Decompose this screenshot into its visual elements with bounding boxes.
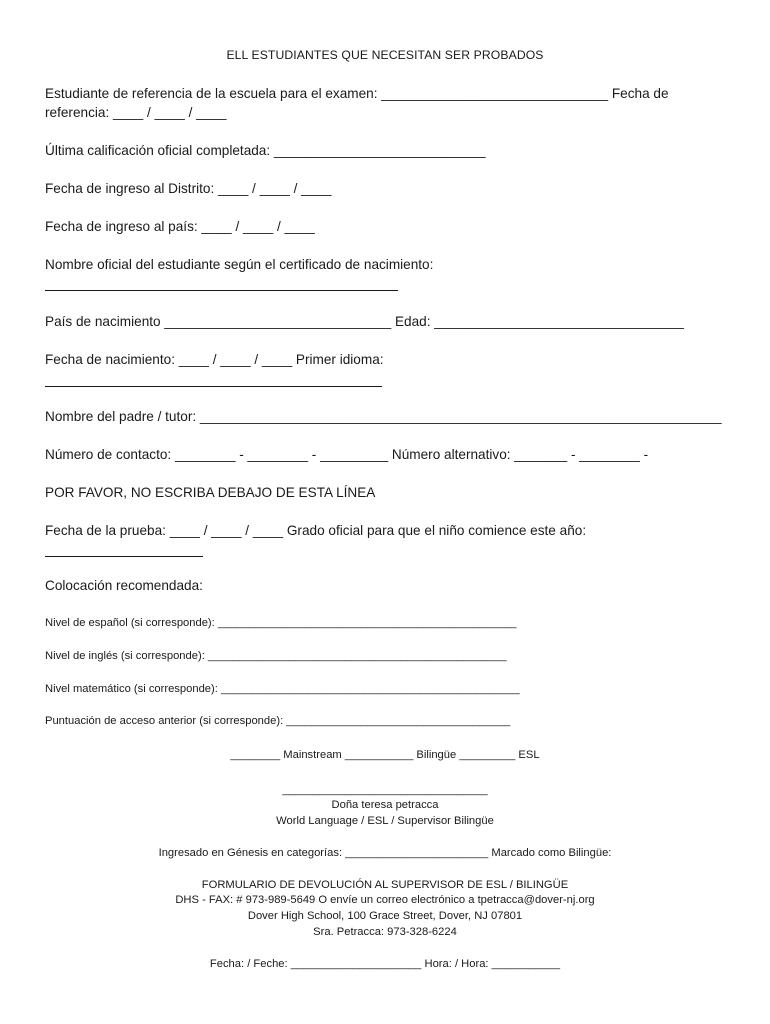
signature-role: World Language / ESL / Supervisor Bilingüe (276, 815, 494, 827)
spanish-level-field: Nivel de español (si corresponde): ________________________________________________ (45, 617, 517, 629)
referral-field-line-1: Estudiante de referencia de la escuela para el examen: ______________________________ Fecha de (45, 86, 669, 101)
return-form-heading: FORMULARIO DE DEVOLUCIÓN AL SUPERVISOR DE ESL / BILINGÜE (201, 879, 569, 891)
signature-name: Doña teresa petracca (331, 799, 439, 811)
birthdate-language-field: Fecha de nacimiento: ____ / ____ / ____ Primer idioma: (45, 352, 384, 367)
placement-options: ________ Mainstream ___________ Bilingüe _________ ESL (230, 749, 540, 761)
access-score-field: Puntuación de acceso anterior (si corresponde): ____________________________________ (45, 715, 511, 727)
parent-guardian-field: Nombre del padre / tutor: _____________________________________________________________________ (45, 409, 722, 424)
last-grade-field: Última calificación oficial completada: ____________________________ (45, 143, 486, 158)
referral-field-line-2: referencia: ____ / ____ / ____ (45, 105, 227, 120)
fax-email-line: DHS - FAX: # 973-989-5649 O envíe un correo electrónico a tpetracca@dover-nj.org (175, 894, 595, 906)
form-title: ELL ESTUDIANTES QUE NECESITAN SER PROBADOS (226, 48, 544, 62)
first-language-blank (45, 386, 382, 387)
address-line: Dover High School, 100 Grace Street, Dover, NJ 07801 (247, 910, 523, 922)
grade-blank (45, 556, 203, 557)
math-level-field: Nivel matemático (si corresponde): ________________________________________________ (45, 683, 520, 695)
official-name-blank (45, 290, 398, 291)
test-date-grade-field: Fecha de la prueba: ____ / ____ / ____ Grado oficial para que el niño comience este año: (45, 523, 587, 538)
country-entry-date-field: Fecha de ingreso al país: ____ / ____ / ____ (45, 219, 315, 234)
signature-line: _________________________________ (282, 784, 488, 796)
date-time-field: Fecha: / Feche: _____________________ Hora: / Hora: ___________ (209, 958, 561, 970)
office-use-warning: POR FAVOR, NO ESCRIBA DEBAJO DE ESTA LÍNEA (45, 485, 376, 500)
district-entry-date-field: Fecha de ingreso al Distrito: ____ / ____ / ____ (45, 181, 332, 196)
phone-line: Sra. Petracca: 973-328-6224 (313, 926, 457, 938)
official-name-label: Nombre oficial del estudiante según el certificado de nacimiento: (45, 257, 434, 272)
english-level-field: Nivel de inglés (si corresponde): ________________________________________________ (45, 650, 507, 662)
contact-number-field: Número de contacto: ________ - ________ - _________ Número alternativo: _______ - ________ - (45, 447, 649, 462)
birth-country-age-field: País de nacimiento ______________________________ Edad: _________________________________ (45, 314, 684, 329)
recommended-placement-label: Colocación recomendada: (45, 578, 203, 593)
genesis-entry-field: Ingresado en Génesis en categorías: _______________________ Marcado como Bilingüe: (158, 847, 612, 859)
